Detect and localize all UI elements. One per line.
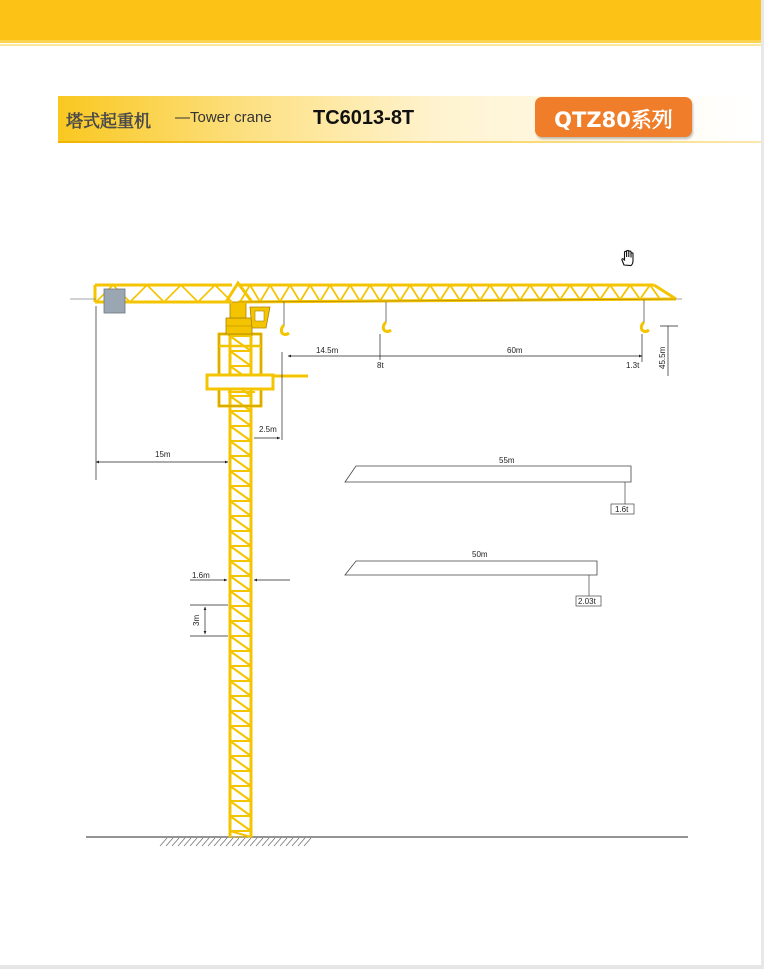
jib-option-55m-load: 1.6t: [615, 505, 629, 514]
jib-option-50m: [345, 550, 601, 606]
main-jib: [238, 285, 676, 302]
jib-option-50m-load: 2.03t: [578, 597, 596, 606]
load-1-3t: 1.3t: [626, 361, 640, 370]
model-number: TC6013-8T: [313, 107, 415, 129]
dim-1-6m: 1.6m: [192, 571, 210, 580]
hook-near: [281, 302, 289, 335]
load-8t: 8t: [377, 361, 384, 370]
tower-mast: [229, 336, 252, 837]
dim-14-5m: 14.5m: [316, 346, 339, 355]
turntable: [226, 302, 270, 334]
title-english: —Tower crane: [175, 109, 272, 126]
jib-option-55m-length: 55m: [499, 456, 515, 465]
hook-tip: [641, 300, 649, 332]
title-chinese: 塔式起重机: [66, 112, 151, 132]
jib-option-55m: [345, 456, 634, 514]
hook-mid: [383, 302, 391, 332]
height-45-5m: 45.5m: [658, 346, 667, 369]
dim-15m: 15m: [155, 450, 171, 459]
dim-2-5m: 2.5m: [259, 425, 277, 434]
page-bottom-edge: [0, 965, 764, 969]
dim-3m: 3m: [192, 614, 201, 626]
counter-jib: [95, 285, 232, 313]
jib-option-50m-length: 50m: [472, 550, 488, 559]
climbing-frame: [207, 334, 308, 406]
ground: [86, 837, 688, 846]
series-label: QTZ80系列: [554, 108, 673, 132]
dim-60m: 60m: [507, 346, 523, 355]
